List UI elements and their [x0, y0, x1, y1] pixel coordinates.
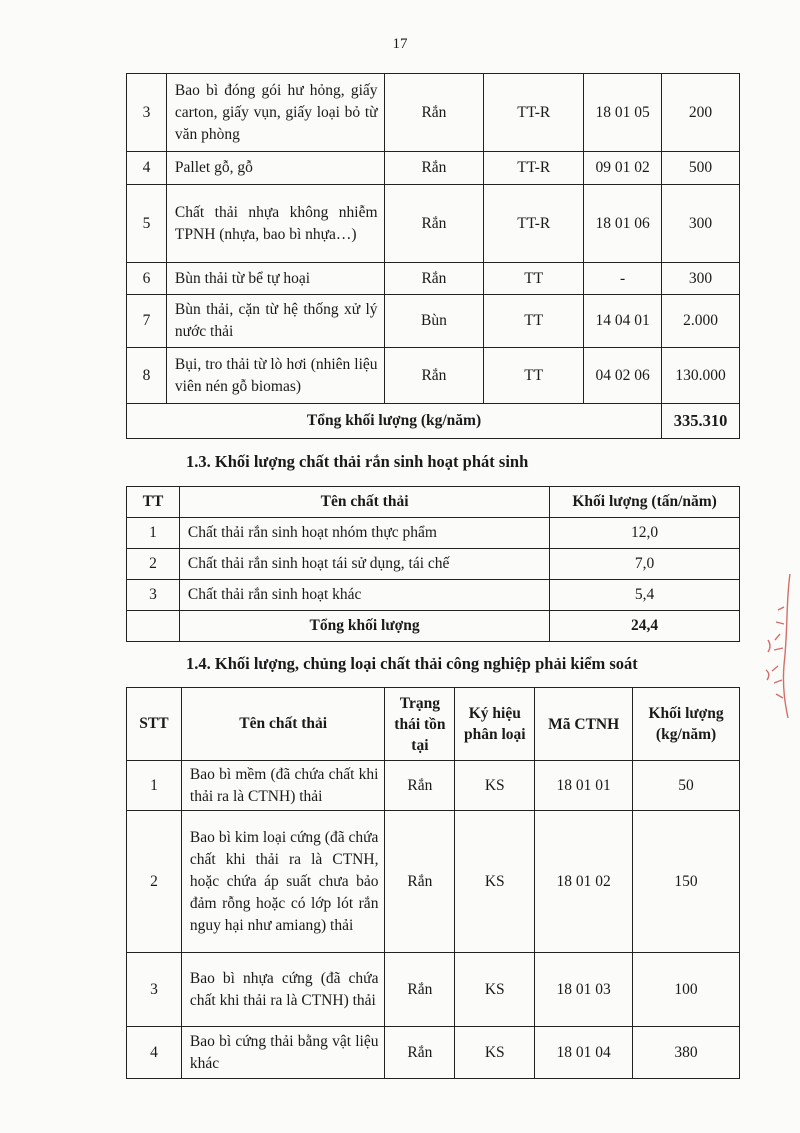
- row-waste-name: Bao bì cứng thải bằng vật liệu khác: [181, 1027, 385, 1079]
- total-blank-cell: [127, 611, 180, 642]
- row-state: Bùn: [384, 295, 484, 348]
- row-type: TT-R: [484, 74, 584, 152]
- page-number: 17: [392, 36, 408, 52]
- row-waste-name: Pallet gỗ, gỗ: [166, 152, 384, 185]
- row-waste-name: Bao bì mềm (đã chứa chất khi thải ra là CTNH) thải: [181, 761, 385, 811]
- total-value: 335.310: [662, 404, 740, 439]
- total-label: Tổng khối lượng: [179, 611, 549, 642]
- row-state: Rắn: [385, 761, 455, 811]
- table-row: [127, 580, 740, 611]
- row-type: KS: [455, 761, 535, 811]
- row-waste-name: Bao bì đóng gói hư hỏng, giấy carton, giấy vụn, giấy loại bỏ từ văn phòng: [166, 74, 384, 152]
- row-code: 18 01 03: [535, 953, 633, 1027]
- row-waste-name: Bùn thải từ bể tự hoại: [166, 263, 384, 295]
- row-waste-name: Bao bì nhựa cứng (đã chứa chất khi thải ra là CTNH) thải: [181, 953, 385, 1027]
- row-code: 09 01 02: [584, 152, 662, 185]
- table-row: [127, 549, 740, 580]
- header-type: Ký hiệu phân loại: [455, 688, 535, 761]
- total-row: [127, 404, 740, 439]
- table-row: [127, 953, 740, 1027]
- row-stt: 1: [127, 761, 182, 811]
- row-state: Rắn: [385, 1027, 455, 1079]
- row-state: Rắn: [384, 263, 484, 295]
- row-type: TT: [484, 295, 584, 348]
- row-amount: 100: [633, 953, 740, 1027]
- row-stt: 5: [127, 185, 167, 263]
- table-header-row: [127, 487, 740, 518]
- row-waste-name: Chất thải rắn sinh hoạt nhóm thực phẩm: [179, 518, 549, 549]
- row-state: Rắn: [385, 953, 455, 1027]
- row-waste-name: Chất thải rắn sinh hoạt tái sử dụng, tái chế: [179, 549, 549, 580]
- section-heading-1-4: 1.4. Khối lượng, chủng loại chất thải công nghiệp phải kiểm soát: [186, 654, 638, 673]
- row-tt: 2: [127, 549, 180, 580]
- section-heading-1-3: 1.3. Khối lượng chất thải rắn sinh hoạt phát sinh: [186, 452, 529, 471]
- row-state: Rắn: [385, 811, 455, 953]
- row-stt: 6: [127, 263, 167, 295]
- row-stt: 4: [127, 152, 167, 185]
- header-state: Trạng thái tồn tại: [385, 688, 455, 761]
- table-row: [127, 811, 740, 953]
- row-waste-name: Bùn thải, cặn từ hệ thống xử lý nước thải: [166, 295, 384, 348]
- row-type: TT: [484, 348, 584, 404]
- header-stt: STT: [127, 688, 182, 761]
- row-stt: 7: [127, 295, 167, 348]
- row-amount: 200: [662, 74, 740, 152]
- table-row: [127, 295, 740, 348]
- row-stt: 3: [127, 74, 167, 152]
- row-code: 18 01 02: [535, 811, 633, 953]
- row-code: 18 01 01: [535, 761, 633, 811]
- table-row: [127, 1027, 740, 1079]
- row-waste-name: Chất thải rắn sinh hoạt khác: [179, 580, 549, 611]
- header-name: Tên chất thải: [179, 487, 549, 518]
- header-name: Tên chất thải: [181, 688, 385, 761]
- row-stt: 2: [127, 811, 182, 953]
- row-amount: 380: [633, 1027, 740, 1079]
- red-seal-stamp-fragment: [758, 570, 798, 720]
- row-code: -: [584, 263, 662, 295]
- row-amount: 12,0: [550, 518, 740, 549]
- table-row: [127, 761, 740, 811]
- row-tt: 3: [127, 580, 180, 611]
- table-row: [127, 518, 740, 549]
- total-value: 24,4: [550, 611, 740, 642]
- row-tt: 1: [127, 518, 180, 549]
- row-amount: 150: [633, 811, 740, 953]
- row-stt: 8: [127, 348, 167, 404]
- row-amount: 7,0: [550, 549, 740, 580]
- table-row: [127, 74, 740, 152]
- row-code: 14 04 01: [584, 295, 662, 348]
- row-stt: 3: [127, 953, 182, 1027]
- row-amount: 300: [662, 185, 740, 263]
- row-type: KS: [455, 811, 535, 953]
- row-stt: 4: [127, 1027, 182, 1079]
- row-type: KS: [455, 953, 535, 1027]
- row-state: Rắn: [384, 185, 484, 263]
- row-type: TT: [484, 263, 584, 295]
- row-code: 18 01 06: [584, 185, 662, 263]
- row-waste-name: Bụi, tro thải từ lò hơi (nhiên liệu viên nén gỗ biomas): [166, 348, 384, 404]
- row-type: TT-R: [484, 152, 584, 185]
- header-tt: TT: [127, 487, 180, 518]
- row-amount: 500: [662, 152, 740, 185]
- row-type: KS: [455, 1027, 535, 1079]
- row-state: Rắn: [384, 348, 484, 404]
- domestic-waste-table: [126, 486, 740, 642]
- row-state: Rắn: [384, 74, 484, 152]
- row-waste-name: Bao bì kim loại cứng (đã chứa chất khi thải ra là CTNH, hoặc chứa áp suất chưa bảo đảm rỗng hoặc có lớp lót rắn nguy hại như amiang) thải: [181, 811, 385, 953]
- table-row: [127, 185, 740, 263]
- hazardous-waste-table-continued: [126, 73, 740, 439]
- row-waste-name: Chất thải nhựa không nhiễm TPNH (nhựa, bao bì nhựa…): [166, 185, 384, 263]
- table-header-row: [127, 688, 740, 761]
- row-code: 04 02 06: [584, 348, 662, 404]
- row-amount: 50: [633, 761, 740, 811]
- row-state: Rắn: [384, 152, 484, 185]
- total-row: [127, 611, 740, 642]
- total-label: Tổng khối lượng (kg/năm): [127, 404, 662, 439]
- row-type: TT-R: [484, 185, 584, 263]
- row-amount: 5,4: [550, 580, 740, 611]
- header-amount: Khối lượng (kg/năm): [633, 688, 740, 761]
- header-code: Mã CTNH: [535, 688, 633, 761]
- row-amount: 300: [662, 263, 740, 295]
- table-row: [127, 152, 740, 185]
- controlled-industrial-waste-table: [126, 687, 740, 1079]
- row-amount: 130.000: [662, 348, 740, 404]
- row-code: 18 01 05: [584, 74, 662, 152]
- table-row: [127, 263, 740, 295]
- row-code: 18 01 04: [535, 1027, 633, 1079]
- header-amount: Khối lượng (tấn/năm): [550, 487, 740, 518]
- row-amount: 2.000: [662, 295, 740, 348]
- table-row: [127, 348, 740, 404]
